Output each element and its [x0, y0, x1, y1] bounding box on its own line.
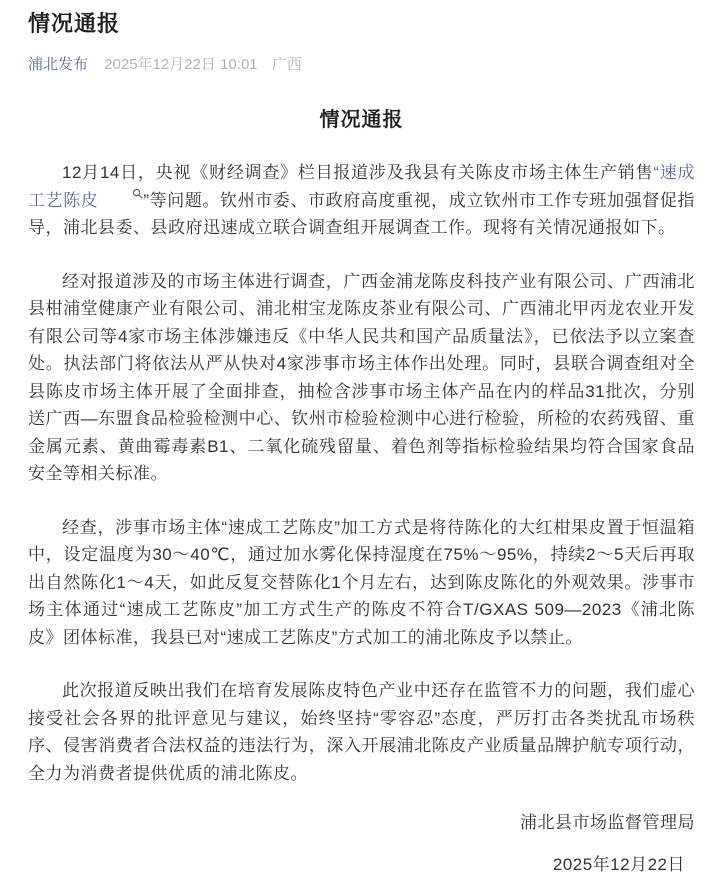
quick-process-chenpi-link-text: “速成工艺陈皮 — [28, 163, 695, 210]
paragraph-4: 此次报道反映出我们在培育发展陈皮特色产业中还存在监管不力的问题，我们虚心接受社会各界的批评意见与建议，始终坚持“零容忍”态度，严厉打击各类扰乱市场秩序、侵害消费者合法权益的违法行为，深入开展浦北陈皮产业质量品牌护航专项行动，全力为消费者提供优质的浦北陈皮。 — [28, 681, 695, 783]
publish-region: 广西 — [271, 56, 302, 73]
paragraph-3: 经查，涉事市场主体“速成工艺陈皮”加工方式是将待陈化的大红柑果皮置于恒温箱中，设定温度为30～40℃，通过加水雾化保持湿度在75%～95%，持续2～5天后再取出自然陈化1～4天，如此反复交替陈化1个月左右，达到陈皮陈化的外观效果。涉事市场主体通过“速成工艺陈皮”加工方式生产的陈皮不符合T/GXAS 509—2023《浦北陈皮》团体标准，我县已对“速成工艺陈皮”方式加工的浦北陈皮予以禁止。 — [28, 517, 695, 647]
page-title: 情况通报 — [28, 11, 121, 36]
signature-date: 2025年12月22日 — [552, 854, 685, 874]
paragraph-1-text-pre: 12月14日，央视《财经调查》栏目报道涉及我县有关陈皮市场主体生产销售 — [62, 163, 654, 182]
paragraph-1-text-post: ”等问题。钦州市委、市政府高度重视，成立钦州市工作专班加强督促指导，浦北县委、县政府迅速成立联合调查组开展调查工作。现将有关情况通报如下。 — [28, 190, 695, 237]
publish-datetime: 2025年12月22日 10:01 — [104, 56, 258, 73]
signature-agency: 浦北县市场监督管理局 — [520, 813, 695, 832]
account-name-link[interactable]: 浦北发布 — [28, 56, 89, 73]
signature-block — [28, 809, 695, 878]
paragraph-2: 经对报道涉及的市场主体进行调查，广西金浦龙陈皮科技产业有限公司、广西浦北县柑浦堂健康产业有限公司、浦北柑宝龙陈皮茶业有限公司、广西浦北甲丙龙农业开发有限公司等4家市场主体涉嫌违反《中华人民共和国产品质量法》，已依法予以立案查处。执法部门将依法从严从快对4家涉事市场主体作出处理。同时，县联合调查组对全县陈皮市场主体开展了全面排查，抽检含涉事市场主体产品在内的样品31批次，分别送广西—东盟食品检验检测中心、钦州市检验检测中心进行检验，所检的农药残留、重金属元素、黄曲霉毒素B1、二氧化硫残留量、着色剂等指标检验结果均符合国家食品安全等相关标准。 — [28, 271, 695, 483]
byline — [28, 55, 695, 75]
search-icon[interactable] — [98, 188, 143, 202]
paragraph-1 — [28, 159, 695, 242]
article-title: 情况通报 — [319, 109, 404, 131]
